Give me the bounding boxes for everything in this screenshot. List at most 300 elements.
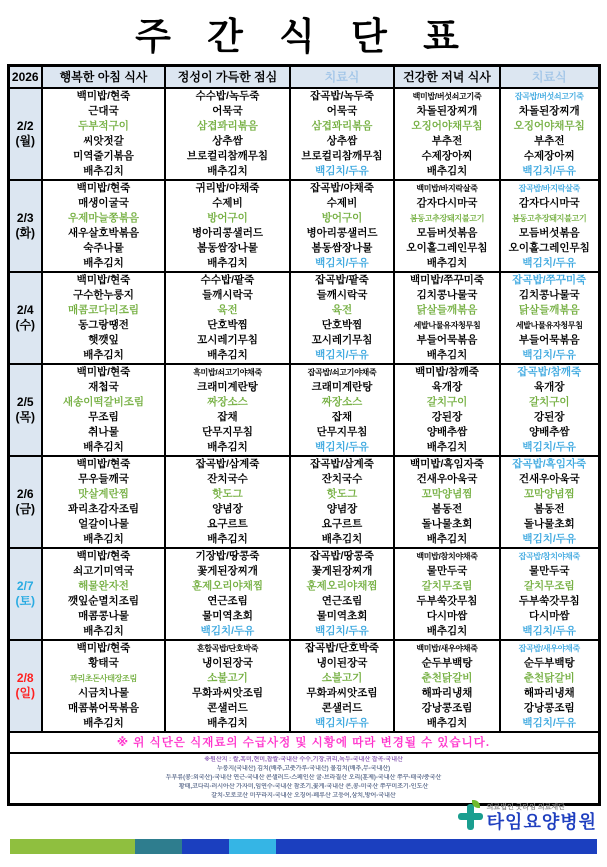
menu-body: [8, 88, 599, 732]
menu-item: 배추김치: [207, 716, 248, 729]
menu-item: 꽈리초돈사태장조림: [70, 673, 137, 683]
menu-item: 잡채: [331, 410, 353, 423]
menu-item: 배추김치: [426, 256, 468, 269]
menu-item: 김치콩나물국: [416, 288, 478, 301]
menu-item: 백김치/두유: [315, 348, 369, 361]
menu-cell: [42, 364, 165, 456]
menu-item: 요구르트: [207, 517, 248, 530]
menu-item: 연근조림: [207, 594, 248, 607]
menu-item: 방어구이: [207, 211, 248, 224]
menu-item: 순두부백탕: [421, 656, 473, 669]
menu-item: 갈치무조림: [523, 579, 575, 592]
menu-item: 방어구이: [321, 211, 363, 224]
menu-item: 모듬버섯볶음: [416, 226, 478, 239]
menu-item: 콘샐러드: [321, 701, 363, 714]
menu-item: 순두부백탕: [523, 656, 575, 669]
menu-item: 병아리콩샐러드: [191, 226, 263, 239]
menu-row: [8, 364, 599, 456]
menu-item: 수제장아찌: [421, 149, 473, 162]
menu-cell: [394, 364, 500, 456]
menu-item: 냉이된장국: [202, 656, 253, 669]
menu-item: 매콤코다리조림: [67, 303, 139, 316]
menu-item: 콘샐러드: [207, 701, 248, 714]
footer-bar-segment: [182, 839, 229, 854]
menu-item: 부추전: [534, 134, 565, 147]
menu-item: 오이홀그레인무침: [508, 241, 590, 254]
origin-line: 황태,코다리-러시아산 가자미,임연수-국내산 참조기,꽃게-국내산 콘,콩-미국산 쭈꾸미조기-인도산: [178, 783, 429, 790]
menu-item: 우제마늘쫑볶음: [67, 211, 139, 224]
menu-item: 물만두국: [426, 564, 468, 577]
menu-item: 돌나물초회: [523, 517, 575, 530]
menu-item: 건새우아욱국: [416, 472, 478, 485]
menu-item: 오징어야채무침: [513, 119, 585, 132]
menu-item: 잡곡밥/참깨죽: [517, 365, 582, 378]
date-cell: [8, 640, 42, 732]
footer-bar-segment: [135, 839, 182, 854]
menu-item: 짜장소스: [321, 395, 363, 408]
menu-item: 배추김치: [321, 532, 363, 545]
menu-cell: [500, 640, 599, 732]
menu-item: 백미밥/버섯쇠고기죽: [412, 91, 482, 101]
menu-item: 크래미계란탕: [311, 380, 373, 393]
menu-item: 백미밥/바지락살죽: [416, 183, 478, 193]
menu-item: 수제비: [326, 196, 358, 209]
menu-cell: [290, 456, 394, 548]
menu-item: 짜장소스: [207, 395, 248, 408]
menu-item: 배추김치: [83, 624, 124, 637]
notice-row: [8, 732, 599, 753]
menu-item: 백김치/두유: [522, 716, 577, 729]
date-cell: [8, 88, 42, 180]
footer-bar-segment: [10, 839, 135, 854]
date-label: 2/5: [16, 394, 34, 409]
menu-item: 백미밥/현죽: [76, 181, 131, 194]
origin-line: 누룽지(국내산) 김치(배추,고춧가루-국내산) 물김치(배추,무-국내산): [216, 765, 391, 772]
menu-item: 부추전: [431, 134, 463, 147]
menu-item: 잔치국수: [321, 472, 363, 485]
menu-item: 백미밥/새우야채죽: [416, 643, 478, 653]
menu-row: [8, 548, 599, 640]
menu-item: 배추김치: [83, 256, 124, 269]
menu-item: 춘천닭갈비: [523, 671, 575, 684]
menu-item: 강된장: [534, 410, 565, 423]
menu-item: 깻잎순멸치조림: [67, 594, 139, 607]
menu-item: 무화과씨앗조림: [306, 686, 378, 699]
menu-item: 배추김치: [83, 348, 124, 361]
lunch-header: 정성이 가득한 점심: [165, 66, 290, 88]
date-label: 2/7: [16, 578, 34, 593]
menu-item: 감자다시마국: [518, 196, 580, 209]
menu-item: 백김치/두유: [522, 440, 577, 453]
menu-item: 양념장: [212, 502, 243, 515]
page-footer: [8, 802, 599, 860]
menu-item: 꽃게된장찌개: [197, 564, 258, 577]
menu-item: 단호박찜: [207, 318, 248, 331]
menu-item: 기장밥/땅콩죽: [195, 549, 260, 562]
footer-bar-segment: [276, 839, 597, 854]
menu-item: 백미밥/현죽: [76, 273, 131, 286]
menu-item: 감자다시마국: [416, 196, 478, 209]
weekday-label: (금): [15, 501, 36, 516]
menu-item: 잡곡밥/새우야채죽: [518, 643, 580, 653]
menu-item: 동그랑땡전: [78, 318, 129, 331]
menu-item: 물미역초회: [202, 609, 253, 622]
menu-item: 세발나물유자청무침: [413, 320, 481, 330]
date-label: 2/2: [16, 118, 34, 133]
menu-cell: [290, 272, 394, 364]
menu-item: 매콤볶어묵볶음: [67, 701, 139, 714]
menu-cell: [165, 548, 290, 640]
menu-item: 무화과씨앗조림: [191, 686, 263, 699]
menu-cell: [290, 88, 394, 180]
menu-item: 배추김치: [83, 164, 124, 177]
menu-item: 배추김치: [83, 532, 124, 545]
menu-table: [7, 64, 601, 806]
menu-item: 씨앗젓갈: [83, 134, 124, 147]
menu-item: 잡곡밥/삼계죽: [195, 457, 260, 470]
menu-item: 갈치구이: [528, 395, 570, 408]
breakfast-header: 행복한 아침 식사: [42, 66, 165, 88]
menu-item: 잡곡밥/팥죽: [315, 273, 369, 286]
menu-item: 백김치/두유: [522, 532, 577, 545]
menu-item: 양념장: [326, 502, 358, 515]
menu-item: 배추김치: [83, 440, 124, 453]
menu-item: 무우들깨국: [78, 472, 129, 485]
menu-cell: [42, 88, 165, 180]
menu-item: 잔치국수: [207, 472, 248, 485]
menu-cell: [500, 548, 599, 640]
menu-item: 백김치/두유: [315, 716, 369, 729]
logo-text: [487, 803, 597, 832]
menu-item: 봄동고추장돼지불고기: [512, 213, 587, 223]
menu-item: 해파리냉채: [421, 686, 473, 699]
menu-item: 봄동전: [431, 502, 463, 515]
menu-item: 삼겹꽈리볶음: [197, 119, 258, 132]
date-cell: [8, 180, 42, 272]
menu-item: 세발나물유자청무침: [515, 320, 583, 330]
menu-item: 백김치/두유: [315, 440, 369, 453]
menu-item: 백김치/두유: [522, 624, 577, 637]
menu-item: 배추김치: [207, 256, 248, 269]
weekday-label: (목): [15, 409, 36, 424]
header-row: [8, 66, 599, 88]
menu-item: 단무지무침: [316, 425, 368, 438]
menu-item: 김치콩나물국: [518, 288, 580, 301]
menu-row: [8, 640, 599, 732]
menu-cell: [290, 640, 394, 732]
menu-item: 어묵국: [212, 104, 243, 117]
menu-item: 물미역초회: [316, 609, 368, 622]
menu-item: 봄동고추장돼지불고기: [409, 213, 485, 223]
menu-cell: [500, 180, 599, 272]
menu-item: 백미밥/쭈꾸미죽: [410, 273, 484, 286]
menu-item: 단무지무침: [202, 425, 253, 438]
change-notice: ※ 위 식단은 식재료의 수급사정 및 시황에 따라 변경될 수 있습니다.: [8, 732, 599, 753]
menu-item: 두부쑥갓무침: [416, 594, 478, 607]
menu-cell: [165, 272, 290, 364]
dinner-header: 건강한 저녁 식사: [394, 66, 500, 88]
menu-item: 백김치/두유: [522, 164, 577, 177]
menu-cell: [290, 548, 394, 640]
menu-item: 육개장: [534, 380, 565, 393]
menu-item: 육전: [331, 303, 353, 316]
menu-item: 들깨시락국: [202, 288, 253, 301]
menu-item: 재첩국: [88, 380, 119, 393]
menu-item: 무조림: [88, 410, 119, 423]
menu-item: 잡곡밥/야채죽: [310, 181, 374, 194]
menu-item: 백미밥/현죽: [76, 365, 131, 378]
menu-row: [8, 88, 599, 180]
menu-row: [8, 272, 599, 364]
menu-item: 잡곡밥/쭈꾸미죽: [512, 273, 587, 286]
menu-item: 꽃게된장찌개: [311, 564, 373, 577]
menu-row: [8, 180, 599, 272]
menu-item: 배추김치: [207, 348, 248, 361]
menu-item: 시금치나물: [78, 686, 129, 699]
menu-item: 두부적구이: [78, 119, 129, 132]
origin-info: [8, 753, 599, 805]
menu-item: 양배추쌈: [528, 425, 570, 438]
menu-item: 배추김치: [426, 164, 468, 177]
menu-item: 배추김치: [207, 440, 248, 453]
menu-item: 소불고기: [207, 671, 248, 684]
menu-item: 수제비: [212, 196, 243, 209]
menu-cell: [42, 548, 165, 640]
menu-item: 봄동전: [534, 502, 565, 515]
menu-item: 꼬시레기무침: [197, 333, 258, 346]
menu-item: 백미밥/현죽: [76, 457, 131, 470]
date-cell: [8, 272, 42, 364]
menu-cell: [500, 88, 599, 180]
logo-foundation-name: 의료법인 굿타임 의료재단: [486, 803, 565, 811]
menu-item: 배추김치: [426, 348, 468, 361]
menu-item: 백김치/두유: [315, 624, 369, 637]
menu-item: 수제장아찌: [523, 149, 575, 162]
menu-item: 꽈리초감자조림: [67, 502, 139, 515]
menu-item: 혼합곡밥/단호박죽: [196, 643, 259, 653]
menu-item: 배추김치: [83, 716, 124, 729]
menu-item: 삼겹꽈리볶음: [311, 119, 373, 132]
menu-cell: [165, 364, 290, 456]
menu-item: 해물완자전: [78, 579, 129, 592]
date-cell: [8, 456, 42, 548]
menu-item: 햇깻잎: [88, 333, 119, 346]
menu-cell: [394, 548, 500, 640]
hospital-logo: [457, 802, 597, 832]
menu-item: 미역줄기볶음: [73, 149, 134, 162]
date-cell: [8, 364, 42, 456]
menu-item: 두부쑥갓무침: [518, 594, 580, 607]
menu-item: 배추김치: [207, 532, 248, 545]
menu-item: 배추김치: [426, 532, 468, 545]
menu-cell: [500, 364, 599, 456]
menu-item: 해파리냉채: [523, 686, 575, 699]
menu-item: 냉이된장국: [316, 656, 368, 669]
weekday-label: (월): [15, 133, 36, 148]
menu-cell: [165, 88, 290, 180]
menu-item: 상추쌈: [212, 134, 243, 147]
menu-item: 배추김치: [426, 716, 468, 729]
menu-item: 잡곡밥/땅콩죽: [310, 549, 374, 562]
menu-item: 훈제오리야채찜: [191, 579, 263, 592]
origin-row: [8, 753, 599, 805]
menu-item: 브로컬리참깨무침: [186, 149, 269, 162]
menu-item: 건새우아욱국: [518, 472, 580, 485]
menu-cell: [290, 364, 394, 456]
menu-item: 훈제오리야채찜: [306, 579, 378, 592]
footer-color-bar: [10, 839, 597, 854]
treatment-meal-header-1: 치료식: [290, 66, 394, 88]
menu-cell: [394, 180, 500, 272]
menu-item: 양배추쌈: [426, 425, 468, 438]
date-label: 2/4: [16, 302, 34, 317]
menu-item: 어묵국: [326, 104, 358, 117]
menu-item: 백김치/두유: [200, 624, 255, 637]
menu-item: 백미밥/현죽: [76, 549, 131, 562]
weekday-label: (수): [15, 317, 36, 332]
menu-item: 얼갈이나물: [78, 517, 129, 530]
origin-line: 갈치-모로코산 미꾸라지-국내산 오징어-페루산 고등어,삼치,방어-국내산: [211, 792, 396, 799]
menu-item: 백김치/두유: [315, 164, 369, 177]
menu-item: 다시마쌈: [426, 609, 468, 622]
year-header: 2026: [8, 66, 42, 88]
menu-item: 수수밥/녹두죽: [195, 89, 260, 102]
menu-item: 모듬버섯볶음: [518, 226, 580, 239]
menu-item: 수수밥/팥죽: [200, 273, 255, 286]
menu-item: 갈치구이: [426, 395, 468, 408]
weekday-label: (토): [15, 593, 36, 608]
date-label: 2/8: [16, 670, 34, 685]
menu-item: 백김치/두유: [522, 256, 577, 269]
menu-item: 브로컬리참깨무침: [301, 149, 383, 162]
menu-item: 잡곡밥/버섯쇠고기죽: [514, 91, 584, 101]
menu-cell: [394, 88, 500, 180]
menu-item: 잡곡밥/흑임자죽: [512, 457, 587, 470]
weekday-label: (화): [15, 225, 36, 240]
menu-item: 쇠고기미역국: [73, 564, 134, 577]
menu-item: 다시마쌈: [528, 609, 570, 622]
menu-item: 봄동쌈장나물: [197, 241, 258, 254]
menu-item: 차돌된장찌개: [416, 104, 478, 117]
menu-item: 잡곡밥/삼계죽: [310, 457, 374, 470]
date-cell: [8, 548, 42, 640]
origin-line: 두부류(콩:외국산)-국내산 연근-국내산 콘샐러드-스페인산 굴-브라질산 오리(훈제)-국내산 쭈꾸-태국/중국산: [165, 774, 442, 781]
menu-item: 잡채: [217, 410, 238, 423]
menu-item: 매생이굴국: [78, 196, 129, 209]
menu-item: 백김치/두유: [522, 348, 577, 361]
menu-item: 춘천닭갈비: [421, 671, 473, 684]
menu-cell: [290, 180, 394, 272]
menu-item: 들깨시락국: [316, 288, 368, 301]
menu-cell: [165, 180, 290, 272]
menu-item: 취나물: [88, 425, 119, 438]
menu-item: 근대국: [88, 104, 119, 117]
menu-item: 돌나물초회: [421, 517, 473, 530]
hospital-cross-icon: [457, 802, 483, 832]
menu-item: 잡곡밥/바지락살죽: [518, 183, 580, 193]
menu-item: 닭살들깨볶음: [416, 303, 478, 316]
menu-item: 구수한누룽지: [73, 288, 134, 301]
menu-cell: [394, 456, 500, 548]
treatment-meal-header-2: 치료식: [500, 66, 599, 88]
menu-cell: [500, 272, 599, 364]
menu-row: [8, 456, 599, 548]
menu-cell: [394, 640, 500, 732]
menu-item: 배추김치: [426, 440, 468, 453]
footer-bar-segment: [229, 839, 276, 854]
menu-cell: [500, 456, 599, 548]
menu-item: 강낭콩조림: [523, 701, 575, 714]
menu-item: 새송이떡갈비조림: [62, 395, 145, 408]
menu-cell: [165, 456, 290, 548]
menu-item: 단호박찜: [321, 318, 363, 331]
menu-item: 배추김치: [207, 164, 248, 177]
date-label: 2/6: [16, 486, 34, 501]
menu-item: 꼬시레기무침: [311, 333, 373, 346]
menu-item: 귀리밥/야채죽: [195, 181, 260, 194]
menu-item: 숙주나물: [83, 241, 124, 254]
menu-cell: [165, 640, 290, 732]
menu-item: 상추쌈: [326, 134, 358, 147]
menu-item: 갈치무조림: [421, 579, 473, 592]
menu-item: 맛살계란찜: [78, 487, 129, 500]
menu-item: 부들어묵볶음: [518, 333, 580, 346]
menu-item: 차돌된장찌개: [518, 104, 580, 117]
menu-item: 백미밥/현죽: [76, 641, 131, 654]
menu-item: 육개장: [431, 380, 463, 393]
menu-item: 오징어야채무침: [411, 119, 483, 132]
menu-cell: [394, 272, 500, 364]
menu-item: 꼬막양념찜: [421, 487, 473, 500]
menu-cell: [42, 456, 165, 548]
menu-item: 크래미계란탕: [197, 380, 258, 393]
menu-item: 소불고기: [321, 671, 363, 684]
menu-item: 핫도그: [212, 487, 243, 500]
origin-line: ※원산지 : 쌀,흑미,현미,찹쌀-국내산 수수,기장,귀리,녹두-국내산 잡곡-국내산: [204, 756, 403, 763]
menu-item: 배추김치: [426, 624, 468, 637]
menu-item: 백미밥/참깨죽: [415, 365, 479, 378]
menu-item: 매콤콩나물: [78, 609, 129, 622]
logo-hospital-name: 타임요양병원: [486, 811, 597, 832]
menu-item: 잡곡밥/참치야채죽: [518, 551, 580, 561]
menu-item: 핫도그: [326, 487, 358, 500]
menu-item: 오이홀그레인무침: [406, 241, 488, 254]
menu-item: 닭살들깨볶음: [518, 303, 580, 316]
menu-item: 잡곡밥/단호박죽: [305, 641, 379, 654]
date-label: 2/3: [16, 210, 34, 225]
menu-cell: [42, 180, 165, 272]
menu-item: 병아리콩샐러드: [306, 226, 378, 239]
menu-item: 요구르트: [321, 517, 363, 530]
menu-item: 육전: [217, 303, 238, 316]
menu-item: 새우살호박볶음: [67, 226, 139, 239]
menu-item: 강낭콩조림: [421, 701, 473, 714]
menu-item: 황태국: [88, 656, 119, 669]
menu-item: 백김치/두유: [315, 256, 369, 269]
menu-item: 부들어묵볶음: [416, 333, 478, 346]
weekday-label: (일): [15, 685, 36, 700]
menu-item: 봄동쌈장나물: [311, 241, 373, 254]
page-title: 주 간 식 단 표: [135, 16, 472, 57]
menu-item: 잡곡밥/녹두죽: [310, 89, 374, 102]
menu-item: 흑미밥/쇠고기야채죽: [193, 367, 262, 377]
menu-item: 물만두국: [528, 564, 570, 577]
menu-item: 백미밥/현죽: [76, 89, 131, 102]
menu-item: 강된장: [431, 410, 463, 423]
menu-item: 백미밥/참치야채죽: [416, 551, 478, 561]
menu-item: 연근조림: [321, 594, 363, 607]
menu-item: 잡곡밥/쇠고기야채죽: [307, 367, 377, 377]
